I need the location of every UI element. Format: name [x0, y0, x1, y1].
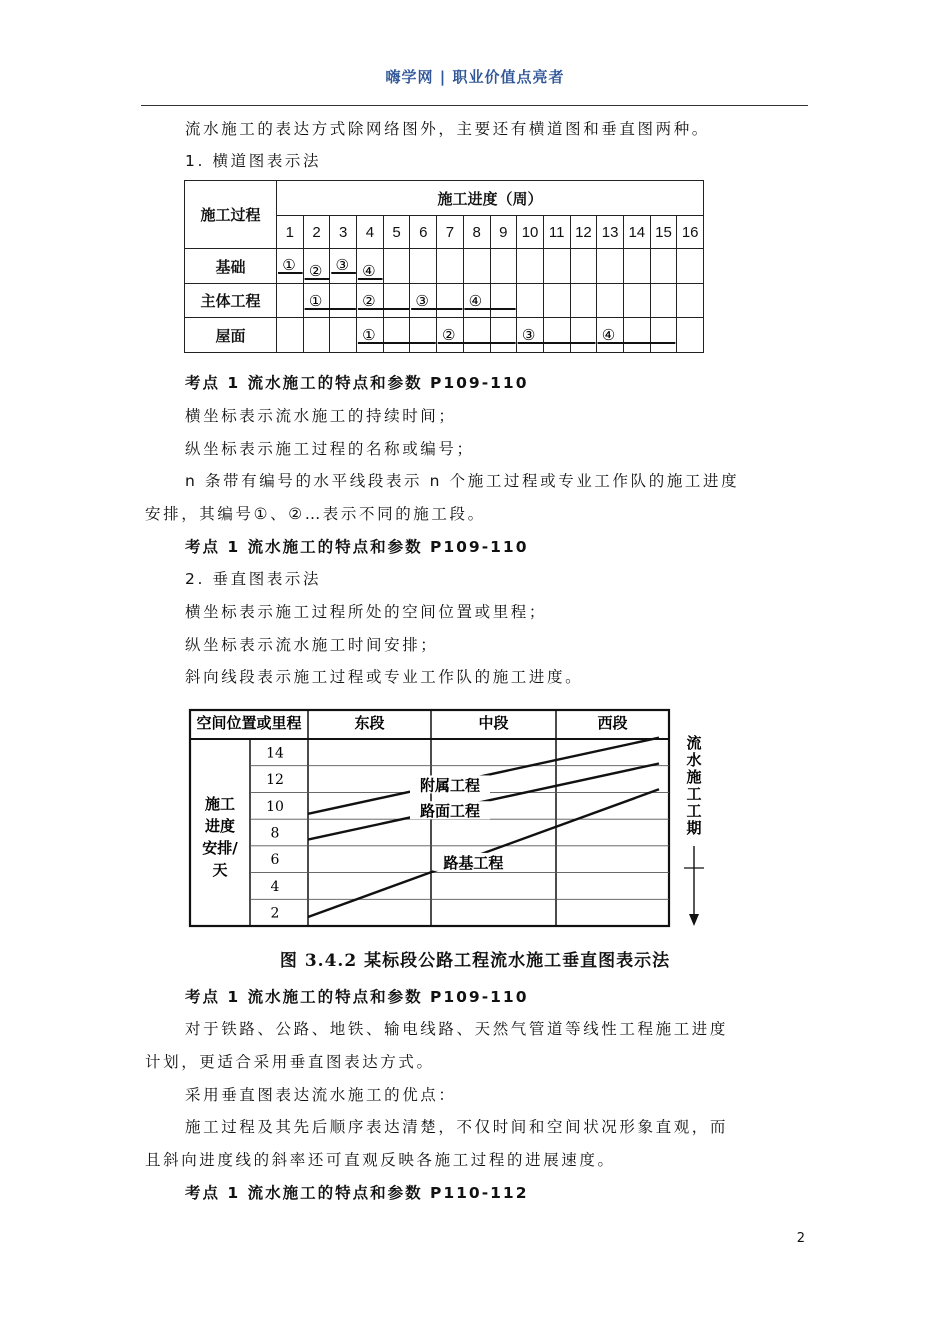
y-tick-label: 4: [270, 878, 280, 895]
week-label: 6: [410, 216, 437, 249]
grid-cell: [490, 284, 517, 318]
grid-cell: [623, 284, 650, 318]
week-label: 5: [383, 216, 410, 249]
grid-cell: [623, 249, 650, 284]
week-label: 16: [677, 216, 704, 249]
paragraph-intro: 流水施工的表达方式除网络图外，主要还有横道图和垂直图两种。: [185, 120, 710, 138]
grid-cell: [357, 318, 384, 353]
paragraph-p3b: 安排，其编号①、②…表示不同的施工段。: [145, 505, 486, 523]
key-point-2: 考点 1 流水施工的特点和参数 P109-110: [185, 538, 529, 556]
corner-label: 空间位置或里程: [196, 714, 302, 732]
segment-label: ④: [362, 262, 376, 280]
grid-cell: [277, 249, 304, 284]
grid-cell: [623, 318, 650, 353]
grid-cell: [330, 318, 357, 353]
y-tick-label: 6: [270, 852, 280, 869]
week-label: 14: [623, 216, 650, 249]
duration-label-char: 施: [686, 768, 702, 786]
line-label: 附属工程: [419, 776, 481, 795]
section-label: 中段: [478, 714, 509, 732]
y-axis-label: 进度: [204, 817, 236, 835]
grid-cell: [517, 318, 544, 353]
key-point-1: 考点 1 流水施工的特点和参数 P109-110: [185, 374, 529, 392]
grid-cell: [570, 318, 597, 353]
week-label: 8: [463, 216, 490, 249]
paragraph-p3a: n 条带有编号的水平线段表示 n 个施工过程或专业工作队的施工进度: [185, 472, 740, 490]
grid-cell: [383, 249, 410, 284]
segment-label: ①: [308, 292, 323, 310]
grid-cell: [517, 249, 544, 284]
bar-chart-table: [184, 180, 704, 353]
y-tick-label: 2: [270, 905, 280, 922]
grid-cell: [437, 318, 464, 353]
vertical-chart-caption: 图 3.4.2 某标段公路工程流水施工垂直图表示法: [279, 951, 671, 971]
duration-label-char: 工: [686, 802, 702, 820]
section-label: 西段: [597, 714, 628, 732]
week-label: 10: [517, 216, 544, 249]
week-label: 9: [490, 216, 517, 249]
week-label: 1: [277, 216, 304, 249]
grid-cell: [597, 284, 624, 318]
line-label: 路基工程: [443, 853, 504, 872]
page-number: 2: [796, 1231, 805, 1246]
duration-label-char: 期: [686, 819, 702, 837]
duration-label-char: 水: [686, 751, 702, 769]
vertical-chart: [186, 706, 706, 932]
grid-cell: [357, 249, 384, 284]
segment-label: ②: [308, 262, 323, 280]
y-axis-label: 天: [212, 861, 228, 879]
grid-cell: [517, 284, 544, 318]
grid-cell: [490, 318, 517, 353]
grid-cell: [543, 318, 570, 353]
paragraph-p4: 横坐标表示施工过程所处的空间位置或里程；: [185, 603, 548, 621]
paragraph-p5: 纵坐标表示流水施工时间安排；: [185, 636, 439, 654]
y-tick-label: 8: [270, 825, 280, 842]
segment-label: ④: [601, 326, 616, 344]
grid-cell: [410, 249, 437, 284]
duration-label-char: 流: [686, 734, 702, 752]
grid-cell: [410, 318, 437, 353]
grid-cell: [303, 249, 330, 284]
segment-label: ②: [362, 292, 376, 310]
grid-cell: [383, 318, 410, 353]
paragraph-p2: 纵坐标表示施工过程的名称或编号；: [185, 440, 475, 458]
grid-cell: [463, 284, 490, 318]
header-title: 嗨学网 | 职业价值点亮者: [385, 68, 565, 86]
segment-label: ④: [468, 292, 483, 310]
paragraph-p8: 采用垂直图表达流水施工的优点：: [185, 1086, 457, 1104]
paragraph-p7a: 对于铁路、公路、地铁、输电线路、天然气管道等线性工程施工进度: [185, 1020, 729, 1038]
y-tick-label: 14: [266, 745, 284, 762]
segment-label: ①: [282, 256, 296, 274]
week-label: 3: [330, 216, 357, 249]
grid-cell: [490, 249, 517, 284]
grid-cell: [303, 318, 330, 353]
grid-cell: [437, 284, 464, 318]
heading-vertical-chart: 2. 垂直图表示法: [185, 570, 322, 588]
grid-cell: [437, 249, 464, 284]
heading-bar-chart: 1. 横道图表示法: [185, 152, 322, 170]
grid-cell: [463, 318, 490, 353]
grid-cell: [677, 249, 704, 284]
grid-cell: [543, 249, 570, 284]
paragraph-p7b: 计划，更适合采用垂直图表达方式。: [145, 1053, 435, 1071]
week-label: 4: [357, 216, 384, 249]
line-label: 路面工程: [419, 802, 481, 821]
week-label: 7: [437, 216, 464, 249]
y-tick-label: 12: [266, 772, 284, 789]
segment-label: ③: [521, 326, 536, 344]
grid-cell: [410, 284, 437, 318]
segment-label: ②: [442, 326, 456, 344]
week-label: 12: [570, 216, 597, 249]
segment-label: ③: [335, 256, 349, 274]
paragraph-p1: 横坐标表示流水施工的持续时间；: [185, 407, 457, 425]
grid-cell: [597, 249, 624, 284]
grid-cell: [330, 249, 357, 284]
grid-cell: [570, 249, 597, 284]
grid-cell: [277, 284, 304, 318]
y-axis-label: 安排/: [202, 839, 238, 857]
process-name: 基础: [185, 249, 277, 284]
week-label: 15: [650, 216, 677, 249]
grid-cell: [570, 284, 597, 318]
process-name: 屋面: [185, 318, 277, 353]
grid-cell: [543, 284, 570, 318]
grid-cell: [463, 249, 490, 284]
paragraph-p6: 斜向线段表示施工过程或专业工作队的施工进度。: [185, 668, 584, 686]
grid-cell: [330, 284, 357, 318]
y-axis-label: 施工: [204, 795, 236, 813]
week-label: 2: [303, 216, 330, 249]
arrow-head: [689, 914, 699, 926]
grid-cell: [303, 284, 330, 318]
week-label: 13: [597, 216, 624, 249]
grid-cell: [597, 318, 624, 353]
grid-cell: [677, 284, 704, 318]
process-name: 主体工程: [185, 284, 277, 318]
col-header: 施工进度（周）: [277, 181, 704, 216]
y-tick-label: 10: [266, 798, 284, 815]
paragraph-p9a: 施工过程及其先后顺序表达清楚，不仅时间和空间状况形象直观，而: [185, 1118, 729, 1136]
grid-cell: [650, 318, 677, 353]
grid-cell: [383, 284, 410, 318]
header-divider: [141, 105, 808, 106]
grid-cell: [650, 284, 677, 318]
key-point-3: 考点 1 流水施工的特点和参数 P109-110: [185, 988, 529, 1006]
segment-label: ③: [415, 292, 429, 310]
grid-cell: [677, 318, 704, 353]
grid-cell: [650, 249, 677, 284]
segment-label: ①: [362, 326, 376, 344]
grid-cell: [277, 318, 304, 353]
grid-cell: [357, 284, 384, 318]
week-label: 11: [543, 216, 570, 249]
section-label: 东段: [354, 714, 385, 732]
paragraph-p9b: 且斜向进度线的斜率还可直观反映各施工过程的进展速度。: [145, 1151, 616, 1169]
row-header: 施工过程: [185, 181, 277, 249]
key-point-4: 考点 1 流水施工的特点和参数 P110-112: [185, 1184, 529, 1202]
duration-label-char: 工: [686, 785, 702, 803]
